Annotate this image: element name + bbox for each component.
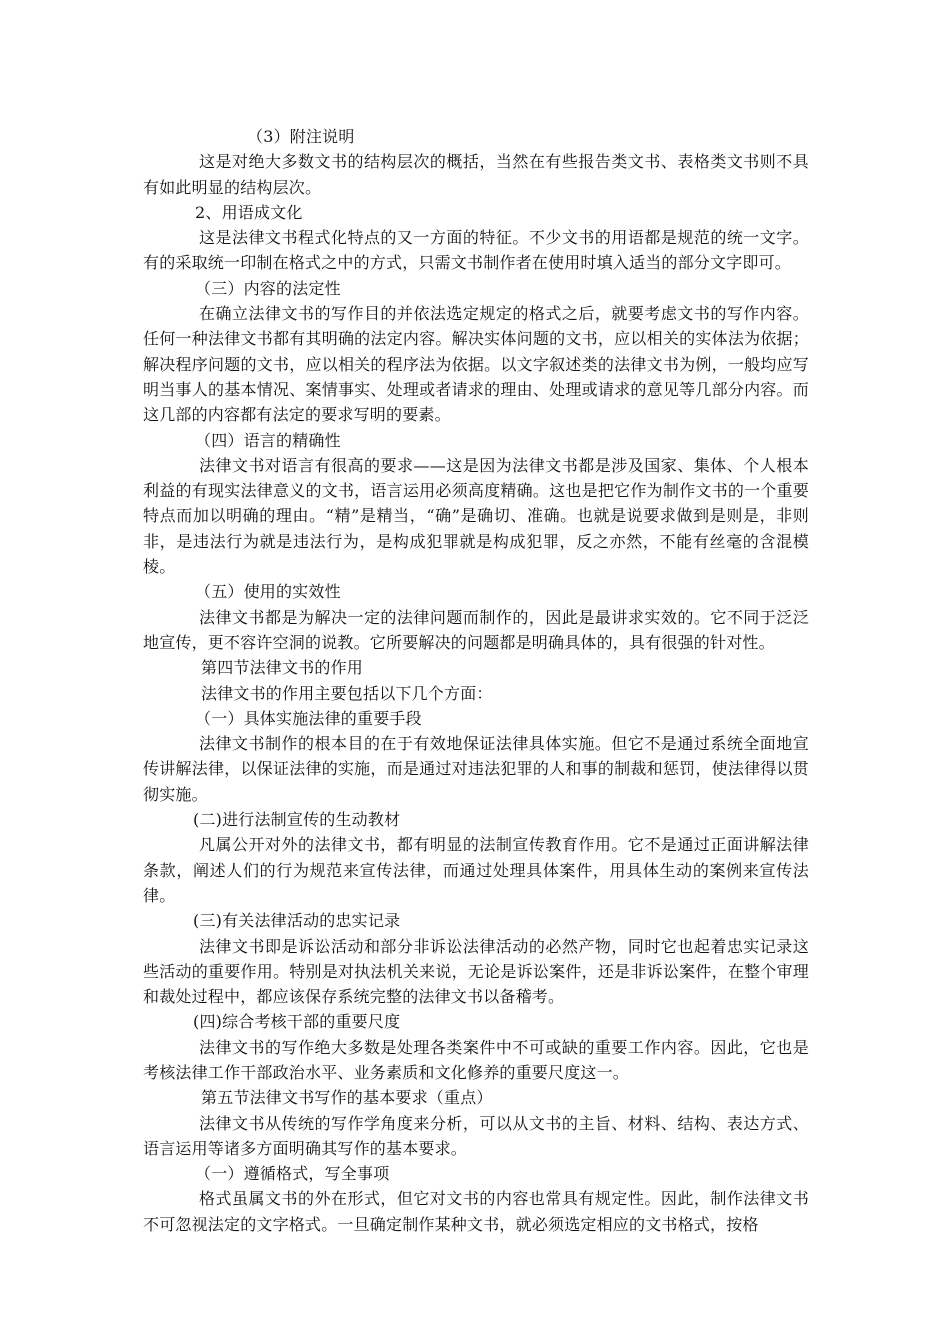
section-intro: 法律文书的作用主要包括以下几个方面： (201, 683, 493, 703)
heading-faithful-record: (三)有关法律活动的忠实记录 (193, 911, 401, 931)
body-paragraph: 法律文书对语言有很高的要求——这是因为法律文书都是涉及国家、集体、个人根本利益的有现实法律意义的文书，语言运用必须高度精确。这也是把它作为制作文书的一个重要特点而加以明确的理由。“精”是精当，“确”是确切、准确。也就是说要求做到是则是，非则非，是违法行为就是违法行为，是构成犯罪就是构成犯罪，反之亦然，不能有丝毫的含混模棱。 (143, 455, 809, 577)
body-paragraph: 格式虽属文书的外在形式，但它对文书的内容也常具有规定性。因此，制作法律文书不可忽视法定的文字格式。一旦确定制作某种文书，就必须选定相应的文书格式，按格 (143, 1189, 809, 1234)
body-paragraph: 这是对绝大多数文书的结构层次的概括，当然在有些报告类文书、表格类文书则不具有如此明显的结构层次。 (143, 152, 809, 197)
heading-language-standardized: 2、用语成文化 (195, 202, 303, 222)
heading-language-precision: （四）语言的精确性 (195, 430, 341, 450)
heading-legal-publicity: (二)进行法制宣传的生动教材 (193, 810, 401, 830)
body-paragraph: 法律文书都是为解决一定的法律问题而制作的，因此是最讲求实效的。它不同于泛泛地宣传，更不容许空洞的说教。它所要解决的问题都是明确具体的，具有很强的针对性。 (143, 607, 809, 652)
heading-cadre-assessment: (四)综合考核干部的重要尺度 (193, 1012, 401, 1032)
heading-follow-format: （一）遵循格式，写全事项 (195, 1164, 390, 1184)
document-page (143, 124, 809, 1237)
body-paragraph: 法律文书即是诉讼活动和部分非诉讼法律活动的必然产物，同时它也起着忠实记录这些活动的重要作用。特别是对执法机关来说，无论是诉讼案件，还是非诉讼案件，在整个审理和裁处过程中，都应该保存系统完整的法律文书以备稽考。 (143, 936, 809, 1007)
body-paragraph: 法律文书的写作绝大多数是处理各类案件中不可或缺的重要工作内容。因此，它也是考核法律工作干部政治水平、业务素质和文化修养的重要尺度这一。 (143, 1037, 809, 1082)
body-paragraph: 法律文书制作的根本目的在于有效地保证法律具体实施。但它不是通过系统全面地宣传讲解法律，以保证法律的实施，而是通过对违法犯罪的人和事的制裁和惩罚，使法律得以贯彻实施。 (143, 734, 809, 804)
body-paragraph: 凡属公开对外的法律文书，都有明显的法制宣传教育作用。它不是通过正面讲解法律条款，阐述人们的行为规范来宣传法律，而通过处理具体案件，用具体生动的案例来宣传法律。 (143, 835, 809, 905)
heading-content-legality: （三）内容的法定性 (195, 278, 341, 298)
heading-implementation-means: （一）具体实施法律的重要手段 (195, 708, 422, 728)
heading-practical-effect: （五）使用的实效性 (195, 582, 341, 602)
body-paragraph: 这是法律文书程式化特点的又一方面的特征。不少文书的用语都是规范的统一文字。有的采取统一印制在格式之中的方式，只需文书制作者在使用时填入适当的部分文字即可。 (143, 228, 809, 273)
section-title-4: 第四节法律文书的作用 (201, 658, 364, 678)
section-title-5: 第五节法律文书写作的基本要求（重点） (201, 1088, 493, 1108)
body-paragraph: 在确立法律文书的写作目的并依法选定规定的格式之后，就要考虑文书的写作内容。任何一种法律文书都有其明确的法定内容。解决实体问题的文书，应以相关的实体法为依据；解决程序问题的文书，应以相关的程序法为依据。以文字叙述类的法律文书为例，一般均应写明当事人的基本情况、案情事实、处理或者请求的理由、处理或请求的意见等几部分内容。而这几部的内容都有法定的要求写明的要素。 (143, 304, 809, 425)
heading-appendix-note: （3）附注说明 (247, 127, 355, 146)
body-paragraph: 法律文书从传统的写作学角度来分析，可以从文书的主旨、材料、结构、表达方式、语言运用等诸多方面明确其写作的基本要求。 (143, 1113, 809, 1158)
